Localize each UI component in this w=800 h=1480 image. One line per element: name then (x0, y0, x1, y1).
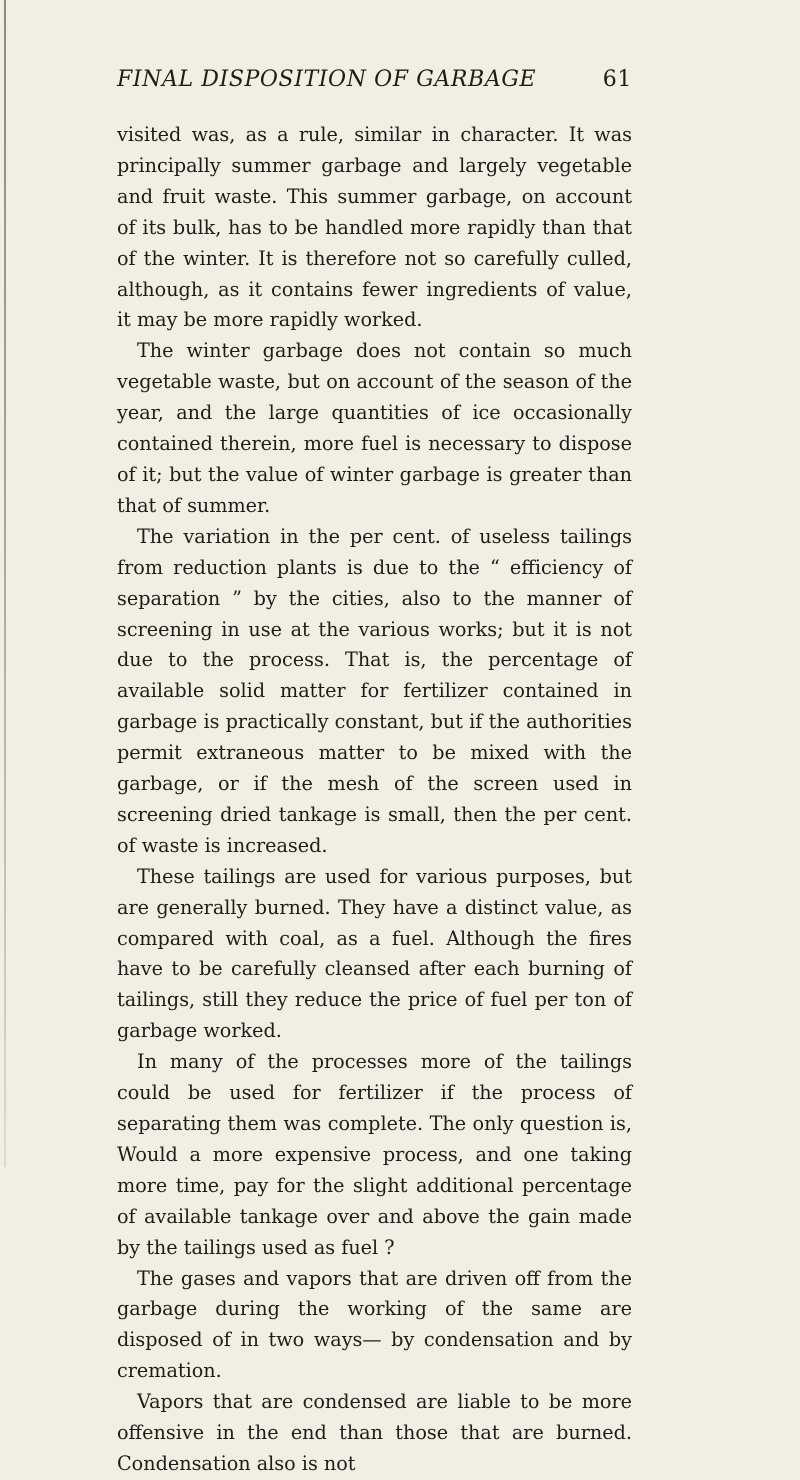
paragraph-3: The variation in the per cent. of useless tailings from reduction plants is due to the “ efficiency of separation ” by the cities, also to the manner of screening in use at the various works; but it is not due to the process. That is, the percentage of available solid matter for fertilizer contained in garbage is practically constant, but if the authorities permit extraneous matter to be mixed with the garbage, or if the mesh of the screen used in screening dried tankage is small, then the per cent. of waste is increased. (117, 524, 632, 857)
running-title: FINAL DISPOSITION OF GARBAGE (117, 67, 537, 92)
paragraph-5: In many of the processes more of the tailings could be used for fertilizer if the process of separating them was complete. The only question is, Would a more expensive process, and one taking more time, pay for the slight additional percentage of available tankage over and above the gain made by the tailings used as fuel ? (117, 1050, 632, 1259)
paragraph-4: These tailings are used for various purposes, but are generally burned. They have a distinct value, as compared with coal, as a fuel. Although the fires have to be carefully cleansed after each burning of tailings, still they reduce the price of fuel per ton of garbage worked. (117, 864, 632, 1043)
paragraph-6: The gases and vapors that are driven off from the garbage during the working of the same are disposed of in two ways— by condensation and by cremation. (117, 1266, 632, 1383)
body-text (117, 120, 632, 1480)
page-number: 61 (602, 67, 632, 92)
page-edge-shadow (4, 0, 6, 1167)
paragraph-7: Vapors that are condensed are liable to be more offensive in the end than those that are burned. Condensation also is not (117, 1390, 632, 1475)
paragraph-2: The winter garbage does not contain so much vegetable waste, but on account of the season of the year, and the large quantities of ice occasionally contained therein, more fuel is necessary to dispose of it; but the value of winter garbage is greater than that of summer. (117, 339, 632, 517)
running-head (117, 63, 632, 97)
paragraph-1: visited was, as a rule, similar in character. It was principally summer garbage and largely vegetable and fruit waste. This summer garbage, on account of its bulk, has to be handled more rapidly than that of the winter. It is therefore not so carefully culled, although, as it contains fewer ingredients of value, it may be more rapidly worked. (117, 123, 632, 332)
